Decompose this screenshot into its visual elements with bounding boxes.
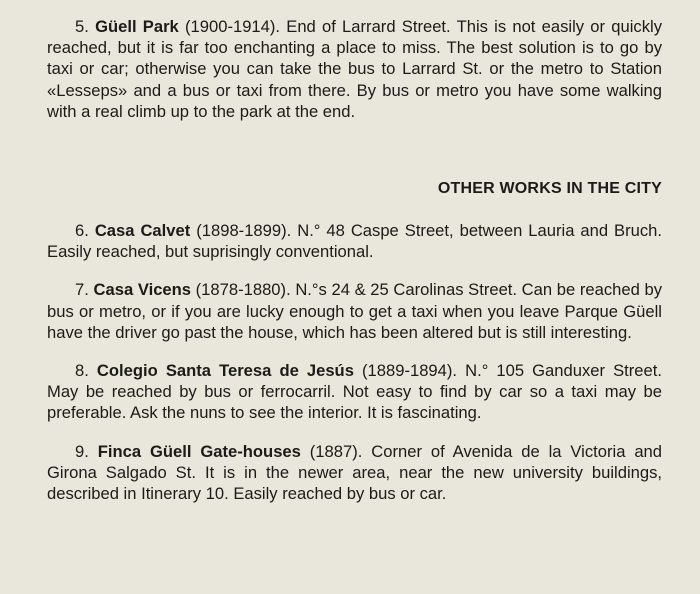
entry-text: (1900-1914). End of Larrard Street. This is not easily or quickly reached, but it is far too enchanting a place to miss. The best solution is to go by taxi or car; otherwise you can take the bus to Larrard St. or the metro to Station «Lesseps» and a bus or taxi from there. By bus or metro you have some walking with a real climb up to the park at the end. — [47, 17, 662, 121]
entry-text: (1889-1894). N.° 105 Ganduxer Street. May be reached by bus or ferrocarril. Not easy to find by car so a taxi may be preferable. Ask the nuns to see the interior. It is fascinating. — [47, 361, 662, 423]
section-heading: OTHER WORKS IN THE CITY — [437, 180, 662, 198]
entry-colegio-santa-teresa — [47, 360, 662, 424]
entry-casa-calvet — [47, 220, 662, 262]
entry-finca-guell — [47, 441, 662, 505]
entry-number: 5. — [75, 17, 89, 36]
entry-casa-vicens — [47, 279, 662, 343]
entry-number: 8. — [75, 361, 89, 381]
entry-title: Finca Güell Gate-houses — [97, 441, 301, 461]
entry-title: Casa Calvet — [94, 221, 191, 241]
entry-text: (1898-1899). N.° 48 Caspe Street, between Lauria and Bruch. Easily reached, but suprisingly conventional. — [47, 221, 662, 262]
entry-guell-park — [47, 16, 662, 122]
entry-text: (1887). Corner of Avenida de la Victoria and Girona Salgado St. It is in the newer area, near the new university buildings, described in Itinerary 10. Easily reached by bus or car. — [47, 441, 662, 504]
entry-title: Casa Vicens — [93, 280, 192, 300]
entry-text: (1878-1880). N.°s 24 & 25 Carolinas Street. Can be reached by bus or metro, or if you are lucky enough to get a taxi when you leave Parque Güell have the driver go past the house, which has been altered but is still interesting. — [47, 280, 662, 342]
entry-number: 6. — [75, 221, 89, 241]
entry-number: 9. — [75, 441, 89, 461]
entry-number: 7. — [75, 280, 89, 300]
entry-title: Colegio Santa Teresa de Jesús — [96, 361, 354, 381]
entry-title: Güell Park — [95, 17, 179, 36]
